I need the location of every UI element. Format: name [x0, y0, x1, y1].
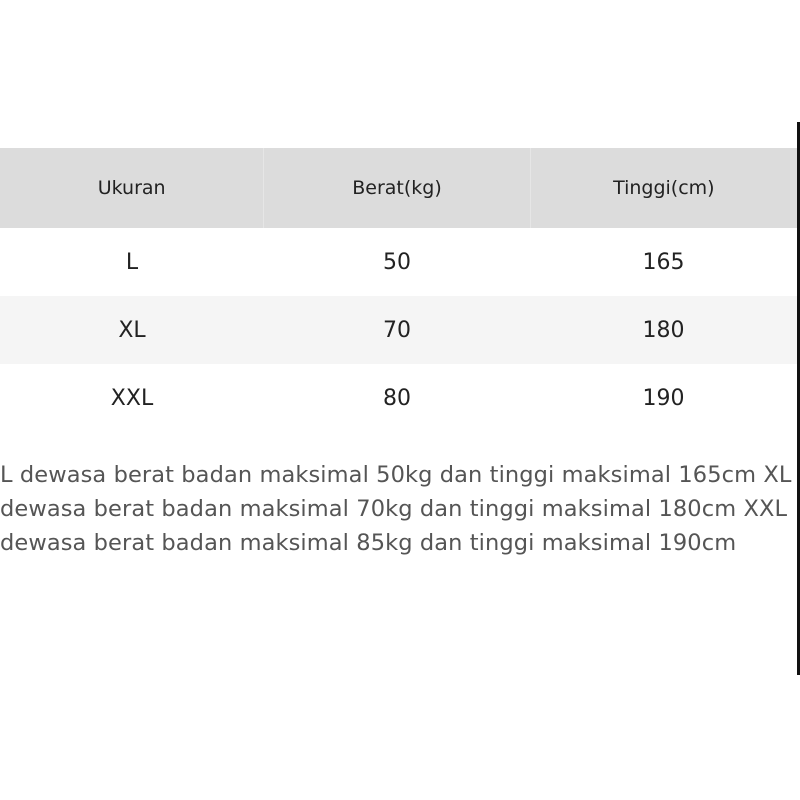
- size-cell: L: [125, 249, 139, 275]
- weight-cell: 80: [383, 385, 411, 411]
- header-height: Tinggi(cm): [530, 148, 797, 228]
- height-cell: 190: [642, 385, 685, 411]
- header-size: Ukuran: [97, 177, 166, 199]
- table-row-xl: [0, 296, 797, 364]
- size-description-text: L dewasa berat badan maksimal 50kg dan tinggi maksimal 165cm XL dewasa berat badan maksimal 70kg dan tinggi maksimal 180cm XXL dewasa berat badan maksimal 85kg dan tinggi maksimal 190cm: [0, 462, 792, 556]
- size-cell: XL: [118, 317, 146, 343]
- table-header-row: [0, 148, 797, 228]
- table-row-l: [0, 228, 797, 296]
- height-cell: 180: [642, 317, 685, 343]
- size-chart-table: [0, 148, 797, 432]
- weight-cell: 50: [383, 249, 411, 275]
- height-cell: 165: [642, 249, 685, 275]
- size-cell: XXL: [110, 385, 154, 411]
- header-weight: Berat(kg): [263, 148, 529, 228]
- table-row-xxl: [0, 364, 797, 432]
- weight-cell: 70: [383, 317, 411, 343]
